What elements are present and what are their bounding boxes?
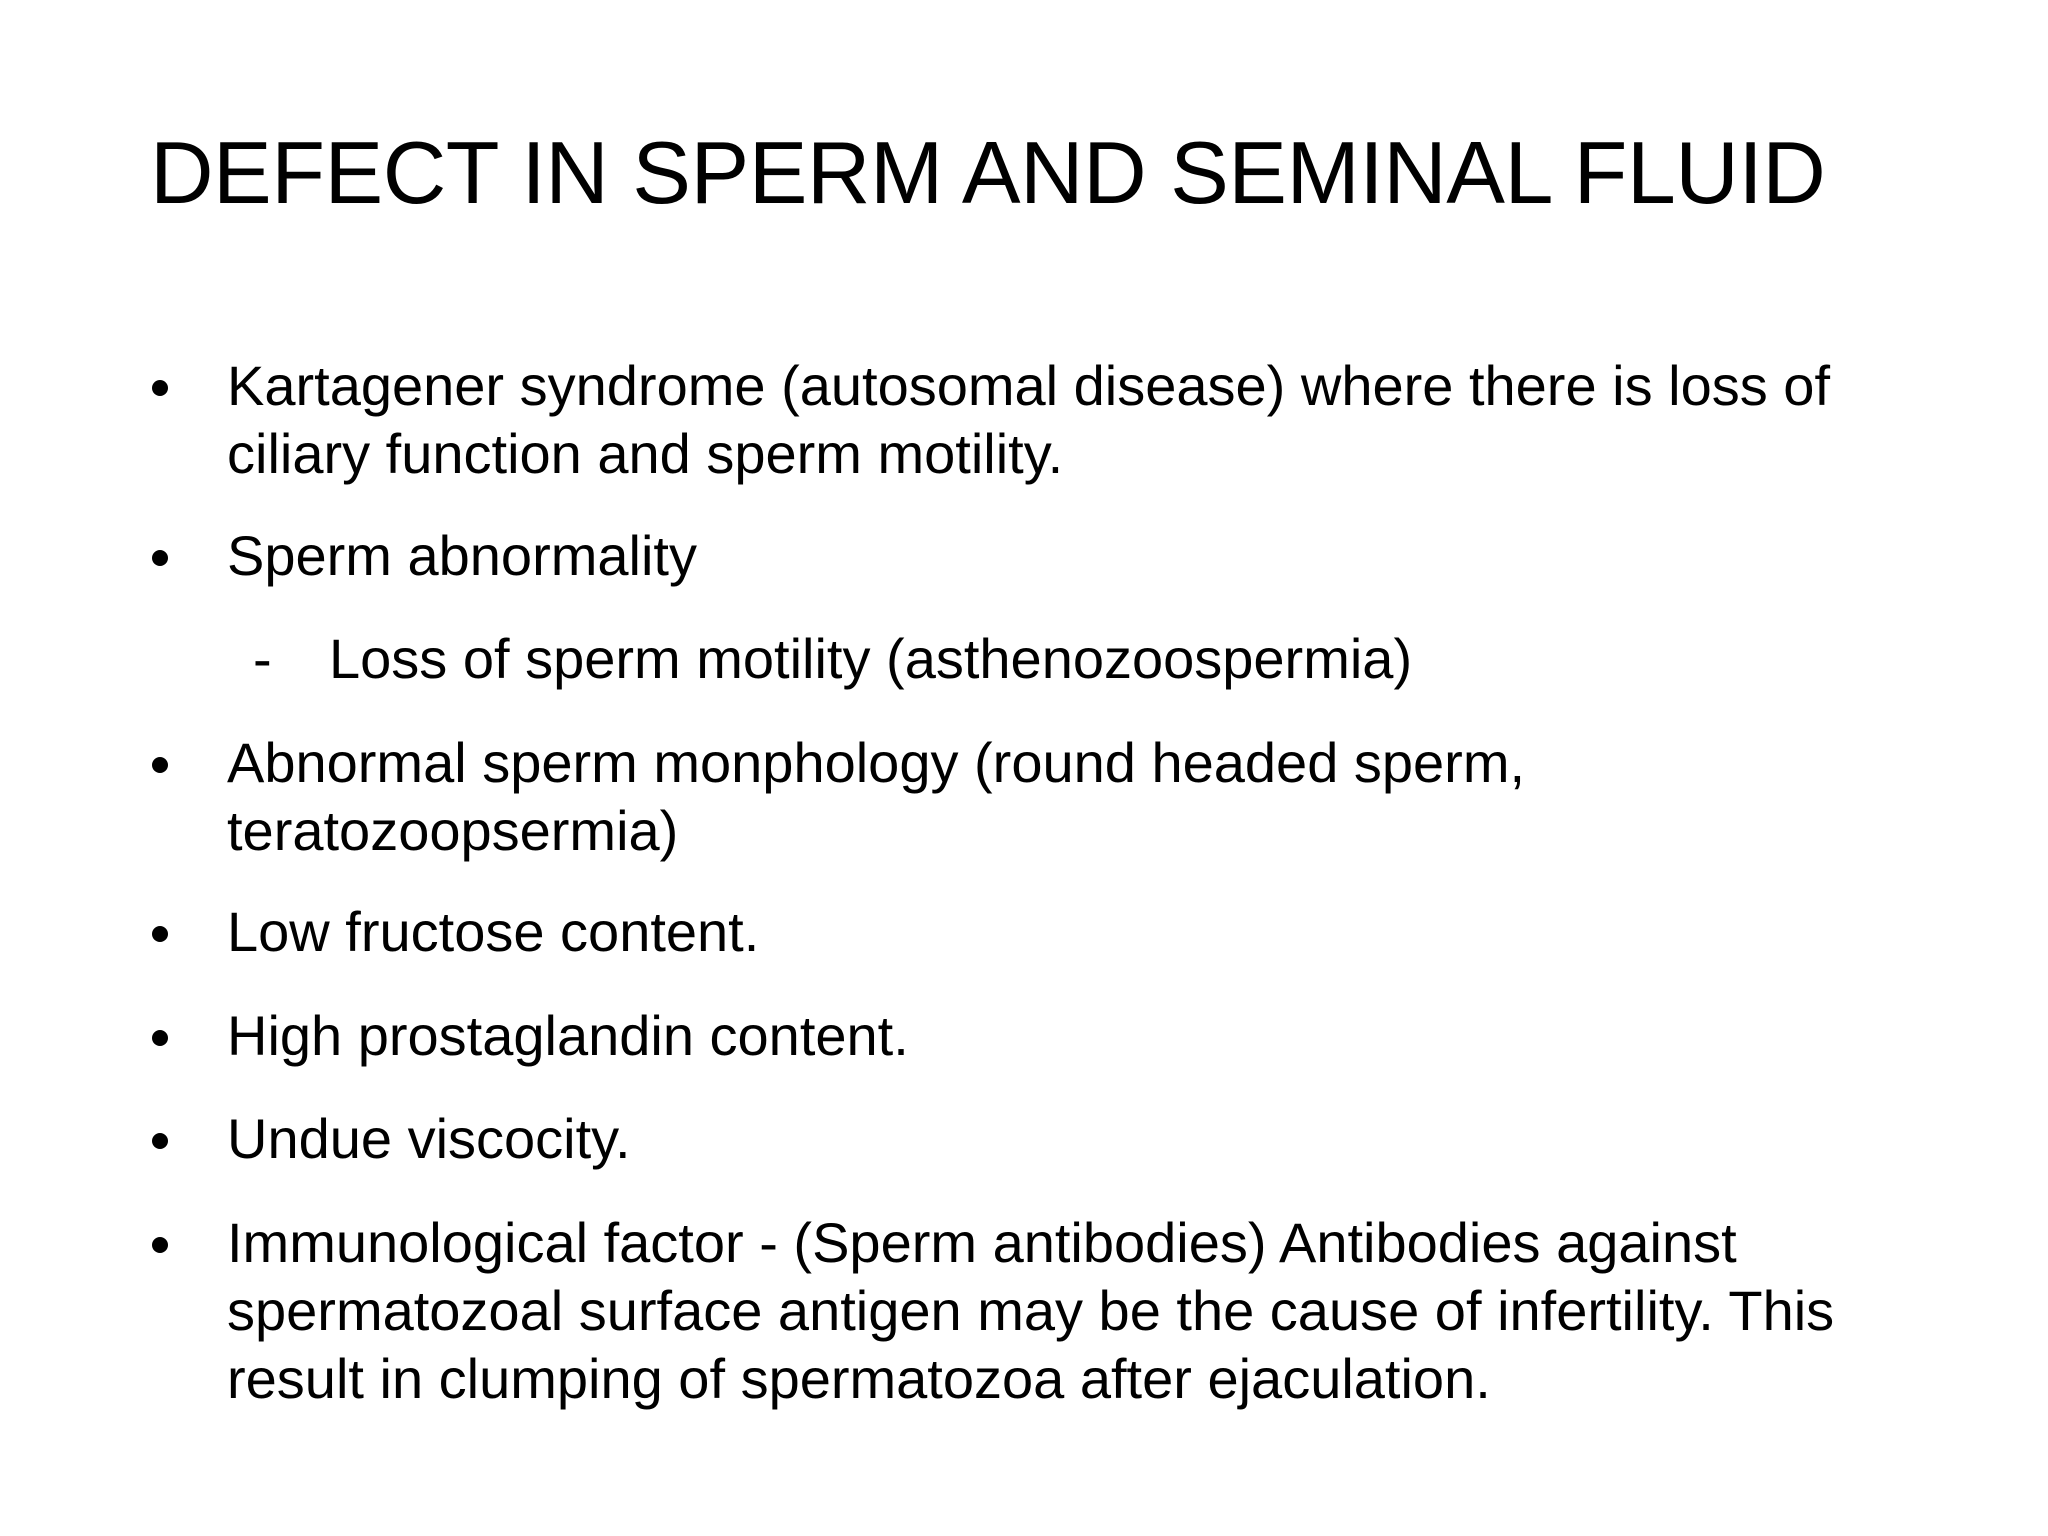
sub-bullet-text: Loss of sperm motility (asthenozoospermia) [329, 627, 1413, 690]
bullet-dot-icon [152, 380, 168, 396]
bullet-text: Abnormal sperm monphology (round headed sperm, teratozoopsermia) [227, 731, 1526, 862]
bullet-text: Undue viscocity. [227, 1107, 631, 1170]
bullet-dot-icon [152, 757, 168, 773]
sub-bullet-dash-icon: - [253, 627, 272, 690]
bullet-dot-icon [152, 1133, 168, 1149]
bullet-dot-icon [152, 550, 168, 566]
bullet-dot-icon [152, 926, 168, 942]
bullet-text: High prostaglandin content. [227, 1004, 909, 1067]
bullet-dot-icon [152, 1237, 168, 1253]
slide-title: DEFECT IN SPERM AND SEMINAL FLUID [150, 123, 1826, 222]
bullet-text: Sperm abnormality [227, 524, 697, 587]
bullet-dot-icon [152, 1030, 168, 1046]
bullet-text: Low fructose content. [227, 900, 760, 963]
bullet-text: Kartagener syndrome (autosomal disease) where there is loss of ciliary function and sperm motility. [227, 354, 1830, 485]
bullet-text: Immunological factor - (Sperm antibodies) Antibodies against spermatozoal surface antigen may be the cause of infertility. This result in clumping of spermatozoa after ejaculation. [227, 1211, 1835, 1410]
